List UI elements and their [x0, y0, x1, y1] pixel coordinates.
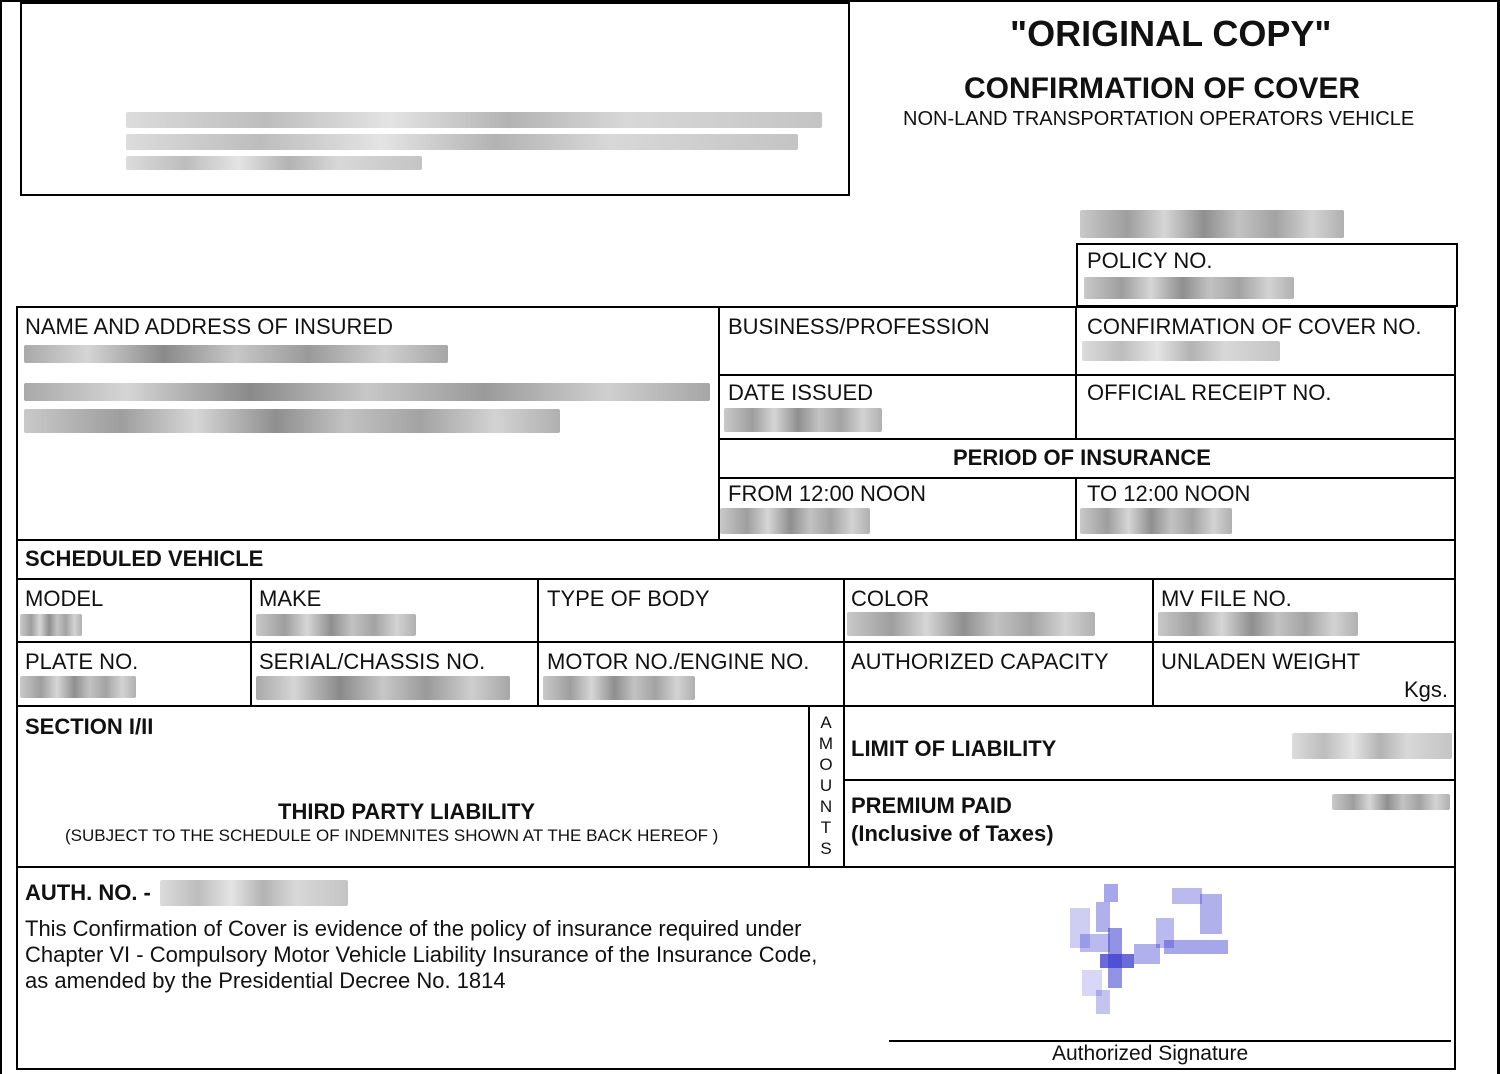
signature-stroke: [1096, 990, 1110, 1014]
company-header-box: [20, 2, 850, 196]
vehicle-col-divider-1: [250, 578, 252, 705]
date-issued-redacted: [724, 408, 882, 432]
period-from-redacted: [720, 508, 870, 534]
signature-image: [1060, 878, 1240, 1023]
limit-of-liability-redacted: [1292, 733, 1452, 759]
official-receipt-label: OFFICIAL RECEIPT NO.: [1087, 380, 1332, 405]
original-copy-label: "ORIGINAL COPY": [1010, 13, 1332, 54]
vehicle-bottom-divider: [16, 705, 1456, 707]
signature-stroke: [1200, 894, 1222, 934]
make-redacted: [256, 614, 416, 636]
signature-stroke: [1100, 954, 1134, 968]
statement-line: This Confirmation of Cover is evidence of the policy of insurance required under: [25, 916, 802, 941]
amounts-letter: A: [820, 713, 832, 732]
mv-file-number-label: MV FILE NO.: [1161, 586, 1292, 611]
vehicle-top-divider: [16, 539, 1456, 541]
period-from-label: FROM 12:00 NOON: [728, 481, 927, 506]
section-label: SECTION I/II: [25, 714, 154, 739]
authorized-signature-label: Authorized Signature: [1052, 1042, 1249, 1065]
amounts-letter: M: [818, 734, 834, 753]
document-subtitle: NON-LAND TRANSPORTATION OPERATORS VEHICLE: [903, 108, 1415, 130]
page-left-border: [0, 0, 2, 1074]
signature-stroke: [1164, 940, 1228, 954]
signature-stroke: [1080, 934, 1110, 952]
plate-number-label: PLATE NO.: [25, 649, 139, 674]
insured-name-redacted: [24, 345, 448, 363]
unladen-weight-label: UNLADEN WEIGHT: [1161, 649, 1361, 674]
serial-chassis-redacted: [256, 676, 510, 700]
amounts-letter: O: [819, 755, 833, 774]
policy-number-label: POLICY NO.: [1087, 248, 1213, 273]
business-date-divider: [718, 374, 1456, 376]
color-redacted: [847, 612, 1095, 636]
amounts-letter: S: [820, 839, 832, 858]
insured-address-line2-redacted: [24, 409, 560, 433]
motor-engine-number-redacted: [543, 676, 695, 700]
period-divider: [1075, 477, 1077, 540]
amounts-letter: U: [819, 776, 833, 795]
model-label: MODEL: [25, 586, 104, 611]
model-redacted: [20, 614, 82, 636]
authorized-capacity-label: AUTHORIZED CAPACITY: [851, 649, 1109, 674]
signature-stroke: [1096, 902, 1110, 932]
date-period-divider: [718, 438, 1456, 440]
policy-number-redacted: [1084, 277, 1294, 299]
vehicle-col-divider-2: [537, 578, 539, 705]
amounts-vertical-label: [810, 712, 842, 859]
business-divider: [1075, 306, 1077, 440]
make-label: MAKE: [259, 586, 322, 611]
vehicle-header-divider: [16, 578, 1456, 580]
statement-line: as amended by the Presidential Decree No. 1814: [25, 968, 506, 993]
amounts-right-divider: [843, 705, 845, 868]
signature-stroke: [1172, 888, 1202, 904]
mv-file-number-redacted: [1158, 612, 1358, 636]
coc-number-redacted: [1082, 341, 1280, 361]
limit-of-liability-label: LIMIT OF LIABILITY: [851, 736, 1057, 761]
motor-engine-number-label: MOTOR NO./ENGINE NO.: [547, 649, 810, 674]
third-party-liability-note: (SUBJECT TO THE SCHEDULE OF INDEMNITES SHOWN AT THE BACK HEREOF ): [65, 826, 719, 845]
period-to-redacted: [1080, 508, 1232, 534]
scheduled-vehicle-title: SCHEDULED VEHICLE: [25, 546, 264, 571]
business-profession-label: BUSINESS/PROFESSION: [728, 314, 990, 339]
serial-chassis-label: SERIAL/CHASSIS NO.: [259, 649, 486, 674]
reference-number-redacted: [1080, 210, 1344, 238]
date-issued-label: DATE ISSUED: [728, 380, 874, 405]
company-contact-redacted: [126, 156, 422, 170]
weight-unit-label: Kgs.: [1404, 677, 1449, 702]
document-title: CONFIRMATION OF COVER: [964, 72, 1361, 105]
insured-address-line1-redacted: [24, 383, 710, 401]
premium-paid-redacted: [1332, 794, 1450, 810]
insured-divider: [718, 306, 720, 540]
statement-line: Chapter VI - Compulsory Motor Vehicle Liability Insurance of the Insurance Code,: [25, 942, 818, 967]
vehicle-col-divider-4: [1152, 578, 1154, 705]
insured-name-address-label: NAME AND ADDRESS OF INSURED: [25, 314, 393, 339]
auth-number-label: AUTH. NO. -: [25, 880, 151, 905]
period-of-insurance-title: PERIOD OF INSURANCE: [953, 445, 1211, 470]
color-label: COLOR: [851, 586, 930, 611]
amounts-letter: T: [820, 818, 832, 837]
limit-premium-divider: [843, 779, 1456, 781]
type-of-body-label: TYPE OF BODY: [547, 586, 710, 611]
vehicle-col-divider-3: [843, 578, 845, 705]
vehicle-row-divider: [16, 641, 1456, 643]
premium-paid-label: PREMIUM PAID: [851, 793, 1012, 818]
coc-number-label: CONFIRMATION OF COVER NO.: [1087, 314, 1422, 339]
period-title-divider: [718, 477, 1456, 479]
company-name-redacted: [126, 112, 822, 128]
premium-taxes-note: (Inclusive of Taxes): [851, 821, 1054, 846]
signature-stroke: [1104, 884, 1118, 902]
third-party-liability-title: THIRD PARTY LIABILITY: [278, 799, 536, 824]
company-address-redacted: [126, 134, 798, 150]
auth-number-redacted: [160, 880, 348, 906]
liability-bottom-divider: [16, 866, 1456, 868]
period-to-label: TO 12:00 NOON: [1087, 481, 1251, 506]
plate-number-redacted: [20, 676, 136, 698]
amounts-letter: N: [819, 797, 833, 816]
